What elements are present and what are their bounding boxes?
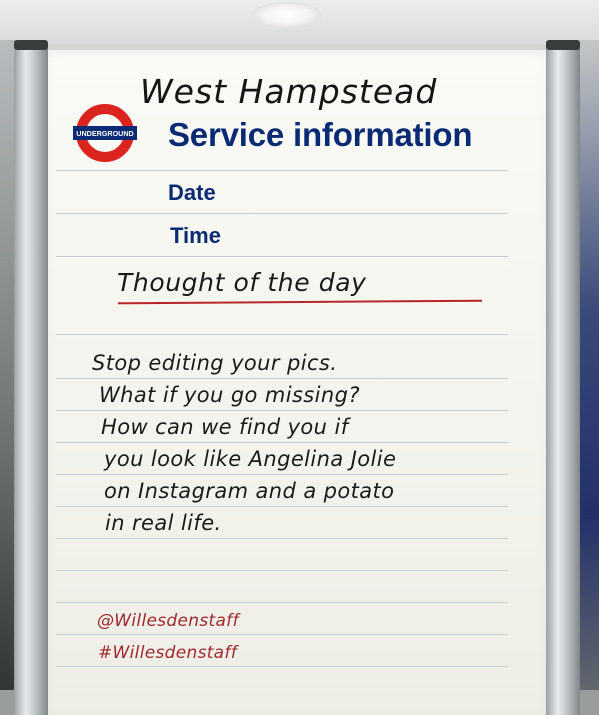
message-line: How can we find you if (101, 415, 349, 439)
message-line: in real life. (105, 511, 222, 535)
board-rule (56, 334, 508, 335)
board-rule (56, 602, 508, 603)
twitter-handle: @Willesdenstaff (97, 611, 239, 631)
board-rule (56, 570, 508, 571)
sign-post-left (14, 40, 48, 715)
board-rule (56, 256, 508, 257)
time-label: Time (170, 223, 221, 248)
date-label: Date (168, 180, 216, 205)
message-line: Stop editing your pics. (92, 351, 338, 375)
message-line: What if you go missing? (99, 383, 360, 407)
board-rule (56, 170, 508, 171)
station-name: West Hampstead (140, 72, 438, 111)
roundel-text: UNDERGROUND (76, 129, 134, 138)
thought-of-the-day-title: Thought of the day (117, 268, 367, 297)
service-info-header: Service information (168, 116, 473, 153)
handwritten-message (92, 347, 512, 539)
board-rule (56, 634, 508, 635)
underground-roundel-icon (73, 101, 137, 165)
board-rule (56, 213, 508, 214)
message-line: on Instagram and a potato (104, 479, 395, 503)
board-rule (56, 666, 508, 667)
message-line: you look like Angelina Jolie (104, 447, 397, 471)
sign-post-right (546, 40, 580, 715)
ceiling-light (252, 2, 322, 28)
hashtag: #Willesdenstaff (98, 643, 237, 663)
